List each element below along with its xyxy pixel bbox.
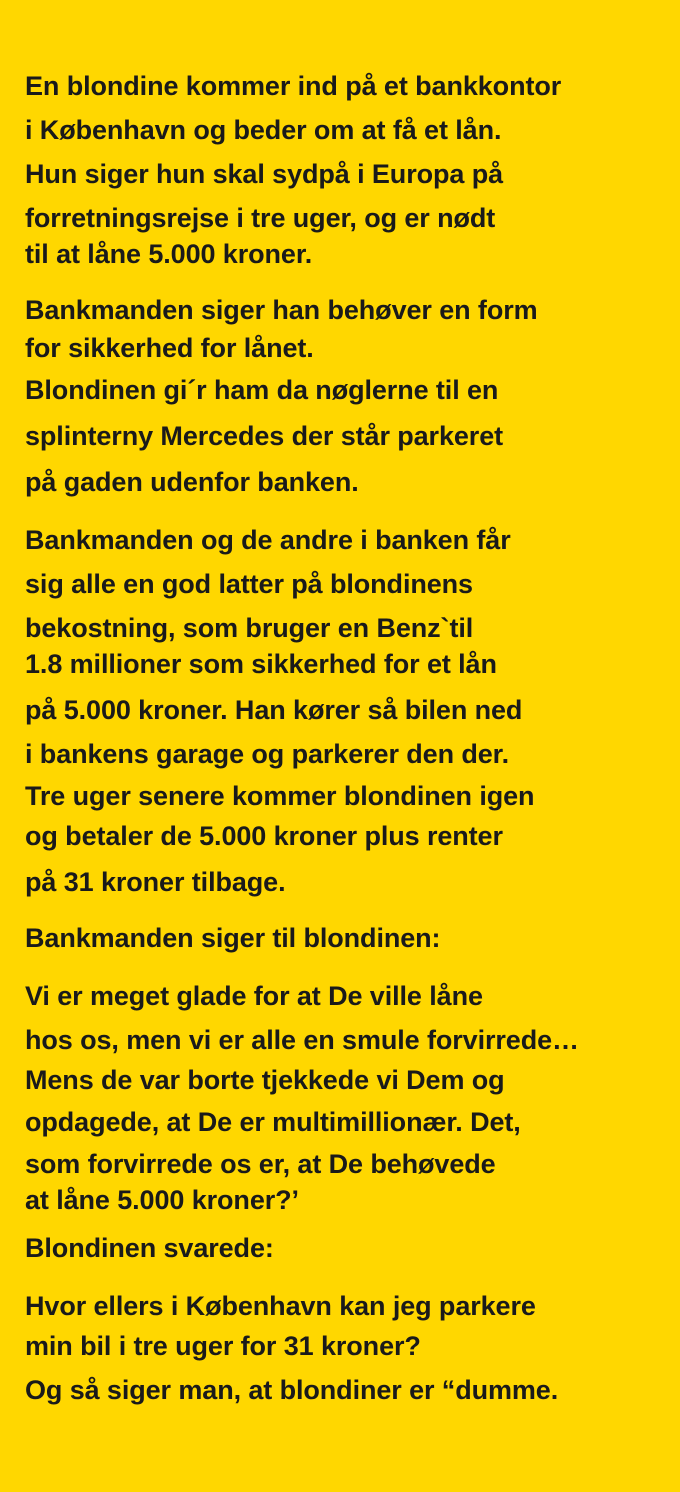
text-line: Bankmanden og de andre i banken får: [25, 525, 511, 555]
text-line: for sikkerhed for lånet.: [25, 333, 314, 363]
text-line: opdagede, at De er multimillionær. Det,: [25, 1107, 521, 1137]
text-line: forretningsrejse i tre uger, og er nødt: [25, 203, 496, 233]
text-line: Og så siger man, at blondiner er “dumme.: [25, 1375, 559, 1405]
text-line: på 5.000 kroner. Han kører så bilen ned: [25, 695, 523, 725]
text-line: Hvor ellers i København kan jeg parkere: [25, 1291, 536, 1321]
text-line: og betaler de 5.000 kroner plus renter: [25, 821, 503, 851]
text-line: Bankmanden siger til blondinen:: [25, 923, 441, 953]
text-line: hos os, men vi er alle en smule forvirrede…: [25, 1025, 579, 1055]
text-line: Tre uger senere kommer blondinen igen: [25, 781, 535, 811]
text-line: i bankens garage og parkerer den der.: [25, 739, 509, 769]
text-line: Bankmanden siger han behøver en form: [25, 295, 538, 325]
text-line: bekostning, som bruger en Benz`til: [25, 613, 474, 643]
text-line: 1.8 millioner som sikkerhed for et lån: [25, 649, 497, 679]
text-line: på 31 kroner tilbage.: [25, 867, 286, 897]
text-line: Hun siger hun skal sydpå i Europa på: [25, 159, 504, 189]
text-line: Blondinen gi´r ham da nøglerne til en: [25, 375, 499, 405]
text-line: Vi er meget glade for at De ville låne: [25, 981, 483, 1011]
text-line: som forvirrede os er, at De behøvede: [25, 1149, 496, 1179]
text-line: En blondine kommer ind på et bankkontor: [25, 71, 562, 101]
text-line: min bil i tre uger for 31 kroner?: [25, 1331, 421, 1361]
text-line: Blondinen svarede:: [25, 1233, 274, 1263]
text-line: i København og beder om at få et lån.: [25, 115, 502, 145]
text-line: splinterny Mercedes der står parkeret: [25, 421, 504, 451]
text-line: til at låne 5.000 kroner.: [25, 239, 313, 269]
text-line: Mens de var borte tjekkede vi Dem og: [25, 1065, 505, 1095]
text-line: på gaden udenfor banken.: [25, 467, 359, 497]
text-line: at låne 5.000 kroner?’: [25, 1185, 299, 1215]
text-line: sig alle en god latter på blondinens: [25, 569, 473, 599]
